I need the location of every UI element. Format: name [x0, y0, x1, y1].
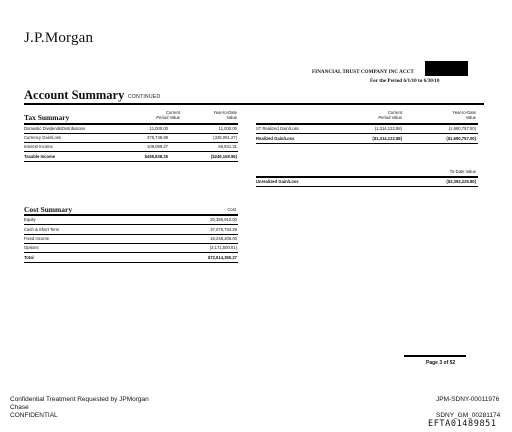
row-divider: [24, 262, 238, 263]
table-cell-ytd: 65,931.31: [218, 144, 237, 149]
table-total-label: Realized Gain/Loss: [256, 136, 295, 141]
row-divider: [256, 186, 478, 187]
row-divider: [24, 224, 238, 225]
tax-header-rule: [24, 123, 238, 125]
table-total-current: ($1,314,122.88): [372, 136, 402, 141]
cost-summary-title: Cost Summary: [24, 205, 73, 214]
footer-confidential: CONFIDENTIAL: [10, 412, 58, 419]
title-divider: [24, 103, 484, 105]
table-cell-cost: 20,356,910.00: [210, 217, 237, 222]
table-cell-current: 109,089.27: [147, 144, 168, 149]
table-row-label: ST Realized Gain/Loss: [256, 126, 299, 131]
row-divider: [24, 133, 238, 134]
jpmorgan-logo: J.P.Morgan: [24, 30, 94, 46]
row-divider: [256, 143, 478, 144]
table-total-label: Unrealized Gain/Loss: [256, 179, 299, 184]
footer-confidential-treatment: Confidential Treatment Requested by JPMorgan: [10, 396, 149, 403]
footer-bates-sdny: SDNY_GM_00281174: [436, 412, 501, 419]
statement-period: For the Period 6/1/10 to 6/30/10: [370, 78, 440, 84]
table-row-label: Equity: [24, 217, 36, 222]
table-cell-cost: 37,076,734.28: [210, 227, 237, 232]
row-divider: [24, 151, 238, 152]
row-divider: [256, 133, 478, 134]
footer-efta-number: EFTA01489851: [428, 419, 497, 429]
page-title: Account Summary: [24, 88, 125, 102]
tax-col-current-header: Current Period Value: [156, 110, 180, 120]
footer-bates-jpm: JPM-SDNY-00011976: [436, 396, 500, 403]
page-number: Page 3 of 52: [426, 360, 456, 366]
gains-header-rule: [256, 123, 478, 125]
row-divider: [24, 142, 238, 143]
table-row-label: Cash & Short Term: [24, 227, 60, 232]
cost-header-rule: [24, 214, 238, 216]
table-row-label: Options: [24, 245, 39, 250]
table-row-label: Domestic Dividends/Distributions: [24, 126, 86, 131]
row-divider: [24, 243, 238, 244]
table-total-current: $495,838.25: [144, 154, 168, 159]
cost-col-header: Cost: [227, 207, 236, 212]
table-row-label: Interest Income: [24, 144, 53, 149]
continued-label: CONTINUED: [128, 94, 161, 100]
table-total-cost: $72,514,350.27: [207, 255, 237, 260]
table-row-label: Fixed Income: [24, 236, 50, 241]
todate-header-rule: [256, 176, 478, 178]
table-total-label: Taxable Income: [24, 154, 56, 159]
table-cell-ytd: (1,690,757.00): [448, 126, 476, 131]
table-cell-current: 375,748.98: [147, 135, 168, 140]
gains-col-ytd-header: Year-to-Date Value: [452, 110, 476, 120]
trust-account-line: FINANCIAL TRUST COMPANY INC ACCT: [312, 69, 414, 75]
table-cell-current: 11,000.00: [149, 126, 168, 131]
todate-header: To-Date Value: [449, 169, 476, 174]
footer-chase: Chase: [10, 404, 29, 411]
table-cell-ytd: 11,000.00: [218, 126, 237, 131]
unrealized-value: ($3,393,225.80): [446, 179, 476, 184]
page-number-rule: [404, 355, 466, 357]
row-divider: [24, 234, 238, 235]
table-cell-ytd: (326,091.27): [213, 135, 237, 140]
row-divider: [24, 252, 238, 253]
table-total-ytd: ($1,690,757.00): [446, 136, 476, 141]
table-cell-current: (1,314,122.88): [374, 126, 402, 131]
tax-summary-title: Tax Summary: [24, 113, 70, 122]
gains-col-current-header: Current Period Value: [378, 110, 402, 120]
table-cell-cost: 18,246,206.00: [210, 236, 237, 241]
table-cell-cost: (3,171,500.01): [209, 245, 237, 250]
table-total-ytd: ($249,159.96): [210, 154, 237, 159]
table-total-label: Total: [24, 255, 34, 260]
row-divider: [24, 161, 238, 162]
table-row-label: Currency Gain/Loss: [24, 135, 62, 140]
redaction-box: [425, 61, 468, 76]
tax-col-ytd-header: Year-to-Date Value: [213, 110, 237, 120]
